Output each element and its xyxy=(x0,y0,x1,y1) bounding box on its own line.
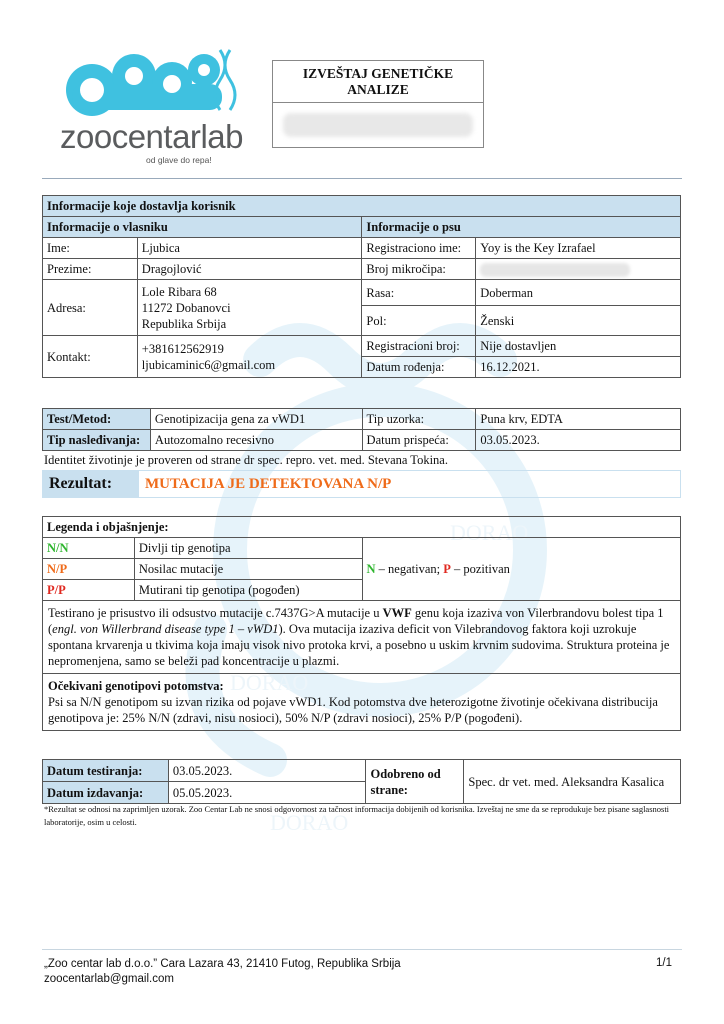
arrival-date-label: Datum prispeća: xyxy=(362,430,476,451)
legend-table xyxy=(42,516,681,731)
issue-date: 05.05.2023. xyxy=(168,782,366,804)
redacted-field xyxy=(283,113,473,137)
inheritance-label: Tip nasleđivanja: xyxy=(43,430,151,451)
test-method-label: Test/Metod: xyxy=(43,409,151,430)
page-number: 1/1 xyxy=(656,957,672,969)
owner-contact-label: Kontakt: xyxy=(43,336,138,378)
dog-reg-name-label: Registraciono ime: xyxy=(362,238,476,259)
footer-email: zoocentarlab@gmail.com xyxy=(44,973,174,985)
genotype-desc-nn: Divlji tip genotipa xyxy=(134,538,362,559)
testing-date: 03.05.2023. xyxy=(168,760,366,782)
genotype-code-np: N/P xyxy=(43,559,135,580)
result-box xyxy=(42,470,681,498)
owner-surname: Dragojlović xyxy=(137,259,362,280)
result-value: MUTACIJA JE DETEKTOVANA N/P xyxy=(145,476,392,492)
owner-section-title: Informacije o vlasniku xyxy=(43,217,362,238)
company-logo xyxy=(52,40,262,170)
approved-label: Odobreno od strane: xyxy=(366,760,464,804)
watermark-text: DORAO xyxy=(270,810,349,835)
inheritance-type: Autozomalno recesivno xyxy=(150,430,362,451)
identity-note: Identitet životinje je proveren od strane dr spec. repro. vet. med. Stevana Tokina. xyxy=(44,453,448,467)
dog-reg-no-label: Registracioni broj: xyxy=(362,336,476,357)
genotype-desc-np: Nosilac mutacije xyxy=(134,559,362,580)
owner-contact: +381612562919 ljubicaminic6@gmail.com xyxy=(137,336,362,378)
dog-breed-label: Rasa: xyxy=(362,280,476,306)
footer-divider xyxy=(42,949,682,950)
report-title: IZVEŠTAJ GENETIČKE ANALIZE xyxy=(273,61,483,103)
test-table xyxy=(42,408,681,451)
sample-type-label: Tip uzorka: xyxy=(362,409,476,430)
owner-address: Lole Ribara 68 11272 Dobanovci Republika Srbija xyxy=(137,280,362,336)
disclaimer-footnote: *Rezultat se odnosi na zaprimljen uzorak. Zoo Centar Lab ne snosi odgovornost za tačnost informacija dobijenih od korisnika. Izveštaj ne sme da se reprodukuje bez pisane saglasnosti laboratorije, osim u celosti. xyxy=(44,804,670,827)
header-divider xyxy=(42,178,682,179)
logo-tagline: od glave do repa! xyxy=(146,155,212,165)
sample-type: Puna krv, EDTA xyxy=(476,409,681,430)
dog-sex-label: Pol: xyxy=(362,306,476,336)
offspring-title: Očekivani genotipovi potomstva: xyxy=(48,679,224,693)
dog-reg-no: Nije dostavljen xyxy=(476,336,681,357)
test-method: Genotipizacija gena za vWD1 xyxy=(150,409,362,430)
logo-animals-icon xyxy=(52,40,252,120)
redacted-field xyxy=(480,263,630,277)
dog-section-title: Informacije o psu xyxy=(362,217,681,238)
dog-dob: 16.12.2021. xyxy=(476,357,681,378)
offspring-text: Psi sa N/N genotipom su izvan rizika od pojave vWD1. Kod potomstva dve heterozigotne životinje očekivana distribucija genotipova je: 25% N/N (zdravi, nisu nosioci), 50% N/P (zdravi nosioci), 25% P/P (pogođeni). xyxy=(48,695,658,725)
legend-key: N – negativan; P – pozitivan xyxy=(362,538,681,601)
report-title-box xyxy=(272,60,484,148)
arrival-date: 03.05.2023. xyxy=(476,430,681,451)
approved-by: Spec. dr vet. med. Aleksandra Kasalica xyxy=(464,760,681,804)
genotype-code-nn: N/N xyxy=(43,538,135,559)
dog-breed: Doberman xyxy=(476,280,681,306)
dog-sex: Ženski xyxy=(476,306,681,336)
info-section-title: Informacije koje dostavlja korisnik xyxy=(43,196,681,217)
owner-name-label: Ime: xyxy=(43,238,138,259)
result-label: Rezultat: xyxy=(43,471,139,497)
genotype-code-pp: P/P xyxy=(43,580,135,601)
offspring-section xyxy=(43,674,681,731)
genotype-desc-pp: Mutirani tip genotipa (pogođen) xyxy=(134,580,362,601)
dates-table xyxy=(42,759,681,804)
watermark-text: DORAO xyxy=(230,670,309,695)
dog-reg-name: Yoy is the Key Izrafael xyxy=(476,238,681,259)
testing-date-label: Datum testiranja: xyxy=(43,760,169,782)
owner-address-label: Adresa: xyxy=(43,280,138,336)
owner-name: Ljubica xyxy=(137,238,362,259)
watermark-text: DORAO xyxy=(450,520,529,545)
issue-date-label: Datum izdavanja: xyxy=(43,782,169,804)
logo-wordmark: zoocentarlab xyxy=(60,118,243,155)
info-table xyxy=(42,195,681,378)
footer-address: „Zoo centar lab d.o.o.” Cara Lazara 43, 21410 Futog, Republika Srbija zoocentarlab@gmail.com xyxy=(44,958,401,985)
legend-title: Legenda i objašnjenje: xyxy=(43,517,681,538)
test-explanation: Testirano je prisustvo ili odsustvo mutacije c.7437G>A mutacije u VWF genu koja izaziva von Vilerbrandovu bolest tipa 1 (engl. von Willerbrand disease type 1 – vWD1). Ova mutacija izaziva deficit von Vilebrandovog faktora koji uzrokuje spontana krvarenja u tkivima koja imaju visok nivo protoka krvi, a posebno u uskim krvnim sudovima. Struktura proteina je nepromenjena, samo se beleži pad koncentracije u plazmi. xyxy=(43,601,681,674)
dog-dob-label: Datum rođenja: xyxy=(362,357,476,378)
dog-chip-value xyxy=(476,259,681,280)
dog-chip-label: Broj mikročipa: xyxy=(362,259,476,280)
owner-surname-label: Prezime: xyxy=(43,259,138,280)
